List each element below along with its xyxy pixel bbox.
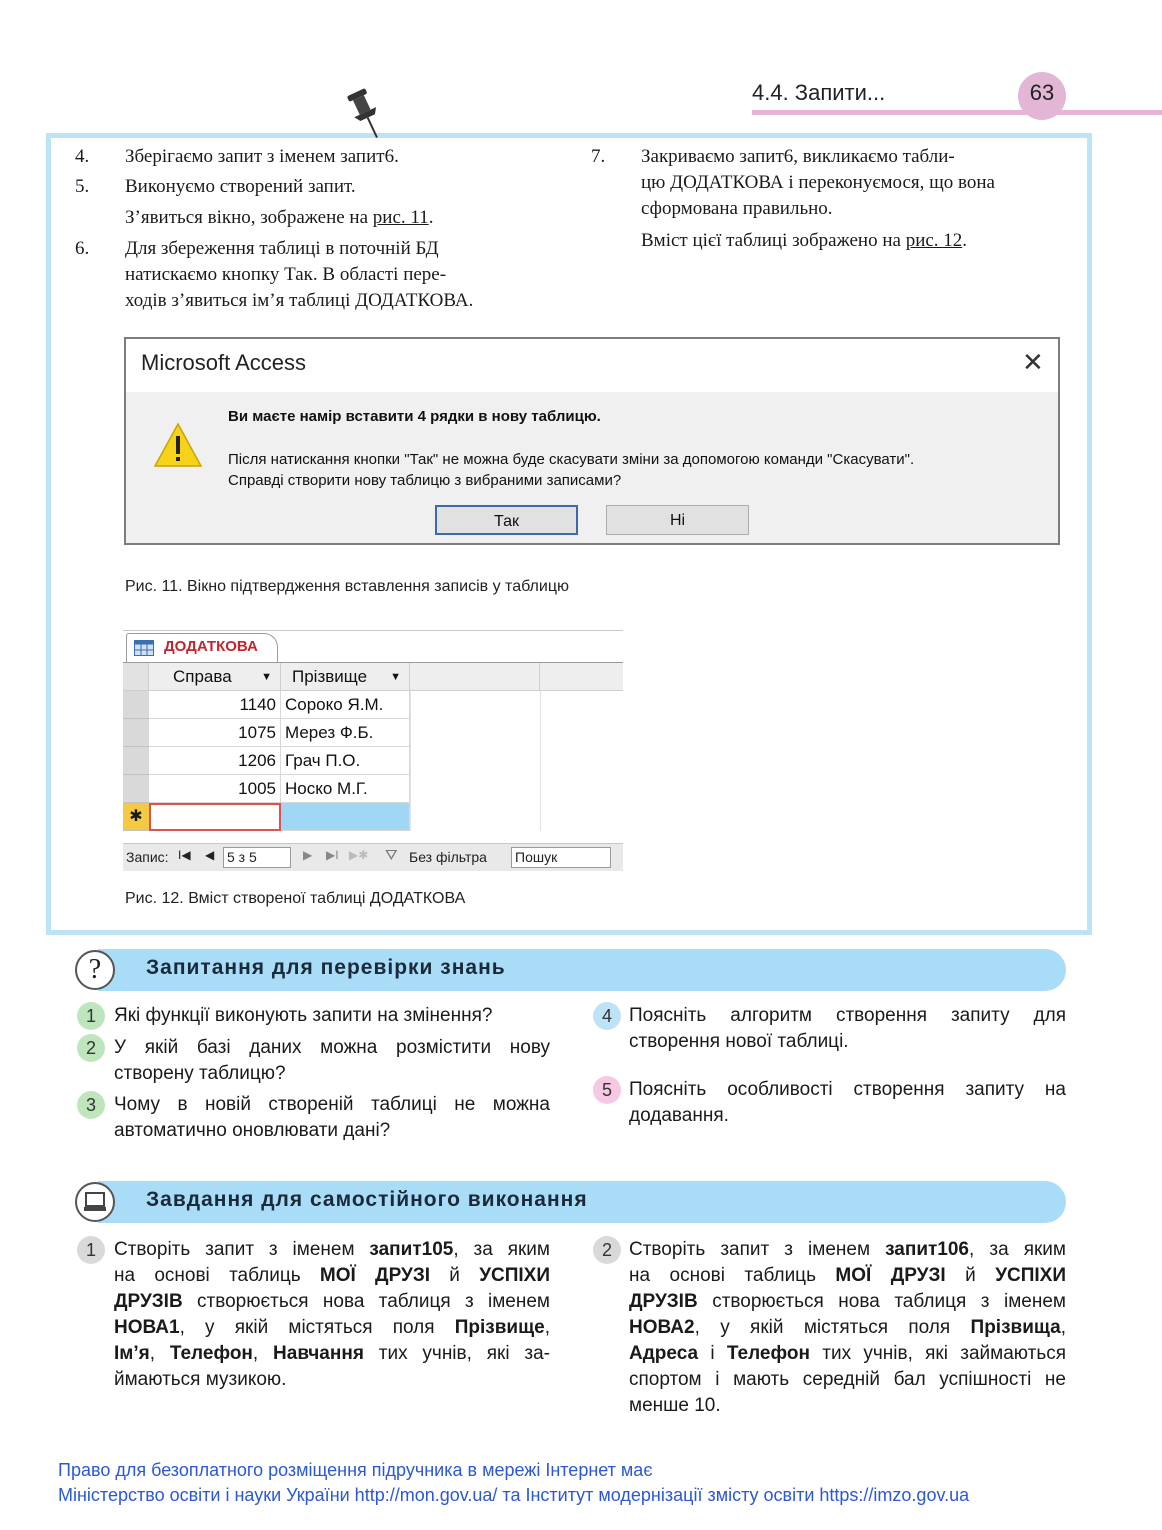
chevron-down-icon[interactable]: ▼ xyxy=(261,671,272,683)
warning-icon xyxy=(153,421,203,469)
dialog-message: Ви маєте намір вставити 4 рядки в нову таблицю. xyxy=(228,408,601,425)
record-label: Запис: xyxy=(126,849,169,865)
question-icon: ? xyxy=(75,950,115,990)
row-selector[interactable] xyxy=(123,775,149,803)
no-button[interactable]: Ні xyxy=(606,505,749,535)
section-title: 4.4. Запити... xyxy=(752,80,886,105)
footer-line: Міністерство освіти і науки України http://mon.gov.ua/ та Інститут модернізації змісту освіти https://imzo.gov.ua xyxy=(58,1485,970,1505)
step-text: Виконуємо створений запит. xyxy=(125,176,356,197)
step-text: Для збереження таблиці в поточній БД натискаємо кнопку Так. В області пере- ходів з’явиться ім’я таблиці ДОДАТКОВА. xyxy=(125,238,474,311)
task-text: Створіть запит з іменем запит105, за яким на основі таблиць МОЇ ДРУЗІ й УСПІХИ ДРУЗІВ створюється нова таблиця з іменем НОВА1, у якій містяться поля Прізвище, Ім’я, Телефон, Навчання тих учнів, які за- ймаються музикою. xyxy=(114,1239,551,1390)
question-number: 2 xyxy=(77,1034,105,1062)
next-record-button[interactable]: ▶ xyxy=(303,848,313,862)
dialog-detail: Після натискання кнопки "Так" не можна буде скасувати зміни за допомогою команди "Скасувати". Справді створити нову таблицю з вибраними записами? xyxy=(228,451,915,489)
new-record-button[interactable]: ▶✱ xyxy=(349,848,369,862)
column-header-sprava[interactable]: Справа ▼ xyxy=(149,663,281,691)
row-selector[interactable] xyxy=(123,691,149,719)
close-icon[interactable]: ✕ xyxy=(1022,347,1044,377)
steps-right xyxy=(591,144,1066,264)
step-text: Зберігаємо запит з іменем запит6. xyxy=(125,146,399,167)
filter-status[interactable]: Без фільтра xyxy=(409,849,487,865)
yes-button[interactable]: Так xyxy=(435,505,578,535)
steps-left xyxy=(75,144,555,324)
grid-line xyxy=(540,691,541,831)
new-record-marker[interactable]: ✱ xyxy=(123,803,149,831)
cell-sprava[interactable]: 1206 xyxy=(149,747,281,775)
dialog-title: Microsoft Access xyxy=(141,350,307,375)
column-header-empty xyxy=(540,663,623,691)
record-navigation xyxy=(123,843,623,871)
figure-caption: Рис. 11. Вікно підтвердження вставлення записів у таблицю xyxy=(125,578,569,595)
row-selector[interactable] xyxy=(123,719,149,747)
step-number: 4. xyxy=(75,146,90,167)
column-header-surname[interactable]: Прізвище ▼ xyxy=(281,663,410,691)
question-text: У якій базі даних можна розмістити нову створену таблицю? xyxy=(114,1037,550,1084)
step-text: З’явиться вікно, зображене на рис. 11. xyxy=(125,207,434,228)
section-heading: Завдання для самостійного виконання xyxy=(146,1188,588,1211)
question-number: 3 xyxy=(77,1091,105,1119)
cell-surname[interactable]: Сороко Я.М. xyxy=(281,691,410,719)
cell-sprava[interactable]: 1005 xyxy=(149,775,281,803)
cell-surname[interactable]: Грач П.О. xyxy=(281,747,410,775)
tab-label: ДОДАТКОВА xyxy=(164,638,258,655)
header-rule xyxy=(752,110,1162,115)
task-number: 2 xyxy=(593,1236,621,1264)
first-record-button[interactable]: I◀ xyxy=(178,848,191,862)
pushpin-icon xyxy=(344,84,388,144)
step-number: 6. xyxy=(75,238,90,259)
table-icon xyxy=(134,640,154,656)
column-header-empty xyxy=(410,663,540,691)
step-number: 5. xyxy=(75,176,90,197)
question-text: Чому в новій створеній таблиці не можна автоматично оновлювати дані? xyxy=(114,1094,550,1141)
figure-link[interactable]: рис. 12 xyxy=(905,230,963,251)
record-position-input[interactable]: 5 з 5 xyxy=(223,847,291,868)
prev-record-button[interactable]: ◀ xyxy=(205,848,215,862)
question-number: 4 xyxy=(593,1002,621,1030)
grid-line xyxy=(410,691,411,831)
cell-sprava[interactable]: 1075 xyxy=(149,719,281,747)
cell-surname[interactable]: Мерез Ф.Б. xyxy=(281,719,410,747)
question-text: Які функції виконують запити на змінення? xyxy=(114,1005,493,1026)
search-input[interactable]: Пошук xyxy=(511,847,611,868)
page-number: 63 xyxy=(1029,80,1055,105)
figure-link[interactable]: рис. 11 xyxy=(372,207,429,228)
step-text: Вміст цієї таблиці зображено на рис. 12. xyxy=(641,230,968,251)
filter-icon: ⛛ xyxy=(385,847,398,864)
new-record-cell[interactable] xyxy=(149,803,281,831)
question-number: 1 xyxy=(77,1002,105,1030)
task-number: 1 xyxy=(77,1236,105,1264)
question-number: 5 xyxy=(593,1076,621,1104)
select-all-corner[interactable] xyxy=(123,663,149,691)
last-record-button[interactable]: ▶I xyxy=(326,848,339,862)
cell-sprava[interactable]: 1140 xyxy=(149,691,281,719)
task-text: Створіть запит з іменем запит106, за яким на основі таблиць МОЇ ДРУЗІ й УСПІХИ ДРУЗІВ створюється нова таблиця з іменем НОВА2, у якій містяться поля Прізвища, Адреса і Телефон тих учнів, які займаються спортом і мають середній бал успішності не менше 10. xyxy=(629,1239,1067,1416)
figure-caption: Рис. 12. Вміст створеної таблиці ДОДАТКОВА xyxy=(125,890,466,907)
computer-icon xyxy=(75,1182,115,1222)
question-text: Поясніть алгоритм створення запиту для створення нової таблиці. xyxy=(629,1005,1066,1052)
section-heading: Запитання для перевірки знань xyxy=(146,956,506,979)
step-number: 7. xyxy=(591,146,606,167)
footer-line: Право для безоплатного розміщення підручника в мережі Інтернет має xyxy=(58,1460,653,1480)
step-text: Закриваємо запит6, викликаємо табли- цю ДОДАТКОВА і переконуємося, що вона сформована правильно. xyxy=(641,146,995,219)
cell-surname[interactable]: Носко М.Г. xyxy=(281,775,410,803)
row-selector[interactable] xyxy=(123,747,149,775)
chevron-down-icon[interactable]: ▼ xyxy=(390,671,401,683)
new-record-cell[interactable] xyxy=(281,803,410,831)
question-text: Поясніть особливості створення запиту на додавання. xyxy=(629,1079,1066,1126)
